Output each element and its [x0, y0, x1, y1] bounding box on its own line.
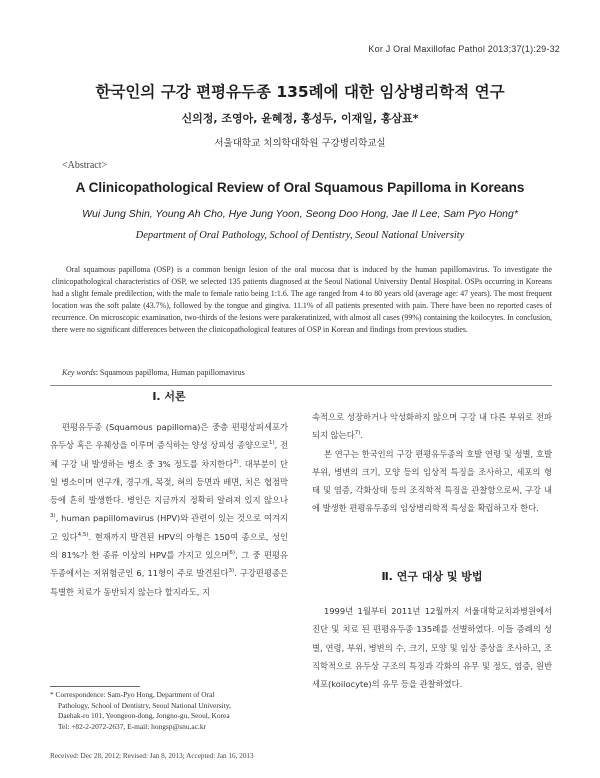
english-affiliation: Department of Oral Pathology, School of Dentistry, Seoul National University: [135, 230, 465, 241]
intro-left-column: [50, 418, 288, 601]
keywords-label: Key words: [62, 368, 96, 377]
english-authors: Wui Jung Shin, Young Ah Cho, Hye Jung Yoon, Seong Doo Hong, Jae Il Lee, Sam Pyo Hong*: [82, 208, 518, 220]
footnote-line: Tel: +82-2-2072-2637, E-mail: hongsp@snu.ac.kr: [58, 721, 206, 731]
received-dates: Received: Dec 28, 2012; Revised: Jan 8, 2013; Accepted: Jan 16, 2013: [50, 752, 254, 760]
korean-title: 한국인의 구강 편평유두종 135례에 대한 임상병리학적 연구: [95, 83, 505, 101]
intro-paragraph-2: 본 연구는 한국인의 구강 편평유두종의 호발 연령 및 성별, 호발 부위, 병변의 크기, 모양 등의 임상적 특징을 조사하고, 세포의 형태 및 염증, 각화상태 등의 조직학적 특징을 관찰함으로써, 구강 내에 발생한 편평유두종의 임상병리학적 특성을 확립하고자 한다.: [312, 448, 552, 514]
journal-citation: Kor J Oral Maxillofac Pathol 2013;37(1):29-32: [368, 44, 560, 54]
correspondence-footnote: [50, 690, 290, 732]
intro-continuation: 속적으로 성장하거나 악성화하지 않으며 구강 내 다른 부위로 전파되지 않는다$^{7)}$.: [312, 412, 552, 441]
footnote-divider: [50, 686, 140, 687]
methods-heading: Ⅱ. 연구 대상 및 방법: [381, 570, 483, 583]
footnote-line: Pathology, School of Dentistry, Seoul National University,: [58, 700, 231, 710]
citation: 1): [269, 440, 275, 447]
citation: 3): [228, 568, 235, 575]
citation: 4,5): [77, 532, 89, 539]
footnote-line: Daehak-ro 101, Yeongeon-dong, Jongno-gu, Seoul, Korea: [58, 711, 230, 720]
section-divider: [50, 385, 552, 386]
methods-column: [312, 602, 552, 693]
intro-heading: Ⅰ. 서론: [152, 390, 186, 403]
citation: 2): [233, 458, 239, 465]
intro-right-column: [312, 408, 552, 518]
keywords-text: : Squamous papilloma, Human papillomavirus: [95, 368, 245, 377]
citation: 3): [50, 513, 56, 520]
footnote-line: * Correspondence: Sam-Pyo Hong, Department of Oral: [50, 690, 215, 699]
abstract-label: <Abstract>: [62, 160, 108, 171]
citation: 6): [229, 550, 236, 557]
korean-authors: 신의정, 조영아, 윤혜정, 홍성두, 이재일, 홍삼표*: [181, 112, 419, 125]
keywords: [62, 368, 245, 377]
methods-paragraph-1: 1999년 1월부터 2011년 12월까지 서울대학교치과병원에서 진단 및 치료 된 편평유두종 135례를 선별하였다. 이들 증례의 성별, 연령, 부위, 병변의 수, 크기, 모양 및 임상 증상을 조사하고, 조직학적으로 유두상 구조의 특징과 각화의 유무 및 정도, 염증, 원반세포(koilocyte)의 유무 등을 관찰하였다.: [312, 606, 552, 690]
citation: 7): [354, 430, 361, 437]
english-title: A Clinicopathological Review of Oral Squamous Papilloma in Koreans: [75, 180, 525, 195]
korean-affiliation: 서울대학교 치의학대학원 구강병리학교실: [214, 138, 386, 149]
abstract-body: Oral squamous papilloma (OSP) is a common benign lesion of the oral mucosa that is induced by the human papillomavirus. To investigate the clinicopathological characteristics of OSP, we selected 135 patients diagnosed at the Seoul National University Dental Hospital. OSPs occurring in Koreans had a slight female predilection, with the male to female ratio being 1:1.6. The age ranged from 4 to 80 years old (average age: 47 years). The most frequent location was the soft palate (43.7%), followed by the tongue and gingiva. 11.1% of all patients presented with pain. There have been no reported cases of recurrence. On microscopic examination, two-thirds of the lesions were parakeratinized, with almost all cases (99%) containing the koilocytes. In conclusion, there were no significant differences between the clinicopathological features of OSP in Korean and findings from previous studies.: [52, 265, 552, 334]
intro-paragraph-1: 편평유두종 (Squamous papilloma)은 중층 편평상피세포가 유두상 혹은 우췌상을 이루며 증식하는 양성 상피성 종양으로$^{1)}$, 전체 구강 내 발생하는 병소 중 3% 정도를 차지한다$^{2)}$. 대부분이 단일 병소이며 연구개, 경구개, 목젖, 혀의 등면과 배면, 치은 협점막등에 흔히 발생한다. 병인은 지금까지 정확히 알려져 있지 않으나$^{3)}$, human papillomavirus (HPV)와 관련이 있는 것으로 여겨지고 있다$^{4,5)}$. 현재까지 발견된 HPV의 아형은 150여 종으로, 성인의 81%가 한 종류 이상의 HPV를 가지고 있으며$^{6)}$, 그 중 편평유두종에서는 저위험군인 6, 11형이 주로 발견된다$^{3)}$. 구강편평종은 특별한 치료가 동반되지 않는다 할지라도, 지: [50, 422, 289, 597]
